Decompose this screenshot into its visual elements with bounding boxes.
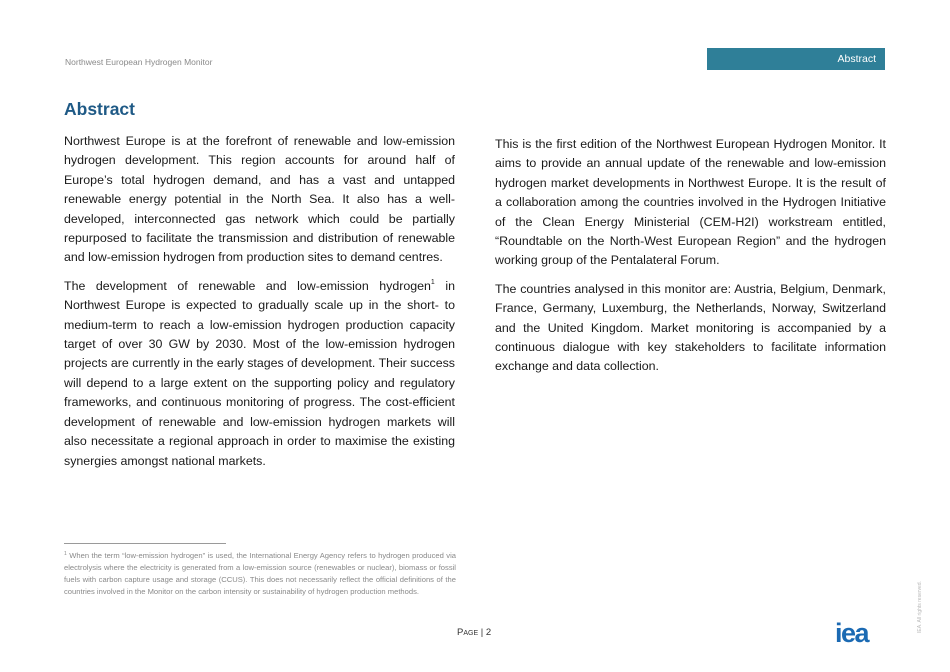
section-tab: Abstract [707, 48, 885, 70]
iea-logo [835, 619, 887, 645]
page-label: Page [457, 627, 479, 638]
footnote-divider [64, 543, 226, 544]
right-column [495, 135, 886, 386]
running-header: Northwest European Hydrogen Monitor [65, 57, 213, 67]
footnote-text: When the term “low-emission hydrogen” is used, the International Energy Agency refers to hydrogen produced via electrolysis where the electricity is generated from a low-emission source (renewables or nuclear), biomass or fossil fuels with carbon capture usage and storage (CCUS). This does not necessarily reflect the official definitions of the countries involved in the Monitor on the carbon intensity or sustainability of hydrogen production methods. [64, 551, 456, 596]
right-paragraph-2: The countries analysed in this monitor are: Austria, Belgium, Denmark, France, Germany, Luxemburg, the Netherlands, Norway, Switzerland and the United Kingdom. Market monitoring is accompanied by a continuous dialogue with key stakeholders to facilitate information exchange and data collection. [495, 281, 886, 374]
page-separator: | [478, 627, 486, 638]
left-column [64, 132, 455, 480]
left-paragraph-2 [64, 277, 455, 471]
left-paragraph-2-start: The development of renewable and low-emission hydrogen [64, 278, 431, 293]
page-number-value: 2 [485, 627, 492, 638]
footnote [64, 550, 456, 598]
page-title: Abstract [64, 99, 135, 119]
footnote-reference: 1 [430, 278, 435, 286]
page-number [457, 627, 491, 638]
left-paragraph-1: Northwest Europe is at the forefront of renewable and low-emission hydrogen development. This region accounts for around half of Europe’s total hydrogen demand, and has a vast and untapped renewable energy potential in the North Sea. It also has a well-developed, interconnected gas network which could be partially repurposed to facilitate the transmission and distribution of renewable and low-emission hydrogen from production sites to demand centres. [64, 134, 455, 265]
logo-text: iea [835, 619, 869, 645]
rights-notice: IEA. All rights reserved. [917, 581, 923, 633]
right-paragraph-1: This is the first edition of the Northwest European Hydrogen Monitor. It aims to provide an annual update of the renewable and low-emission hydrogen market developments in Northwest Europe. It is the result of a collaboration among the countries involved in the Hydrogen Initiative of the Clean Energy Ministerial (CEM-H2I) workstream entitled, “Roundtable on the North-West European Region” and the hydrogen working group of the Pentalateral Forum. [495, 137, 886, 268]
left-paragraph-2-end: in Northwest Europe is expected to gradually scale up in the short- to medium-term to reach a low-emission hydrogen production capacity target of over 30 GW by 2030. Most of the low-emission hydrogen projects are currently in the early stages of development. Their success will depend to a large extent on the supporting policy and regulatory frameworks, and continuous monitoring of progress. The cost-efficient development of renewable and low-emission hydrogen markets will also necessitate a regional approach in order to maximise the existing synergies amongst national markets. [64, 278, 455, 468]
footnote-marker: 1 [64, 551, 67, 557]
